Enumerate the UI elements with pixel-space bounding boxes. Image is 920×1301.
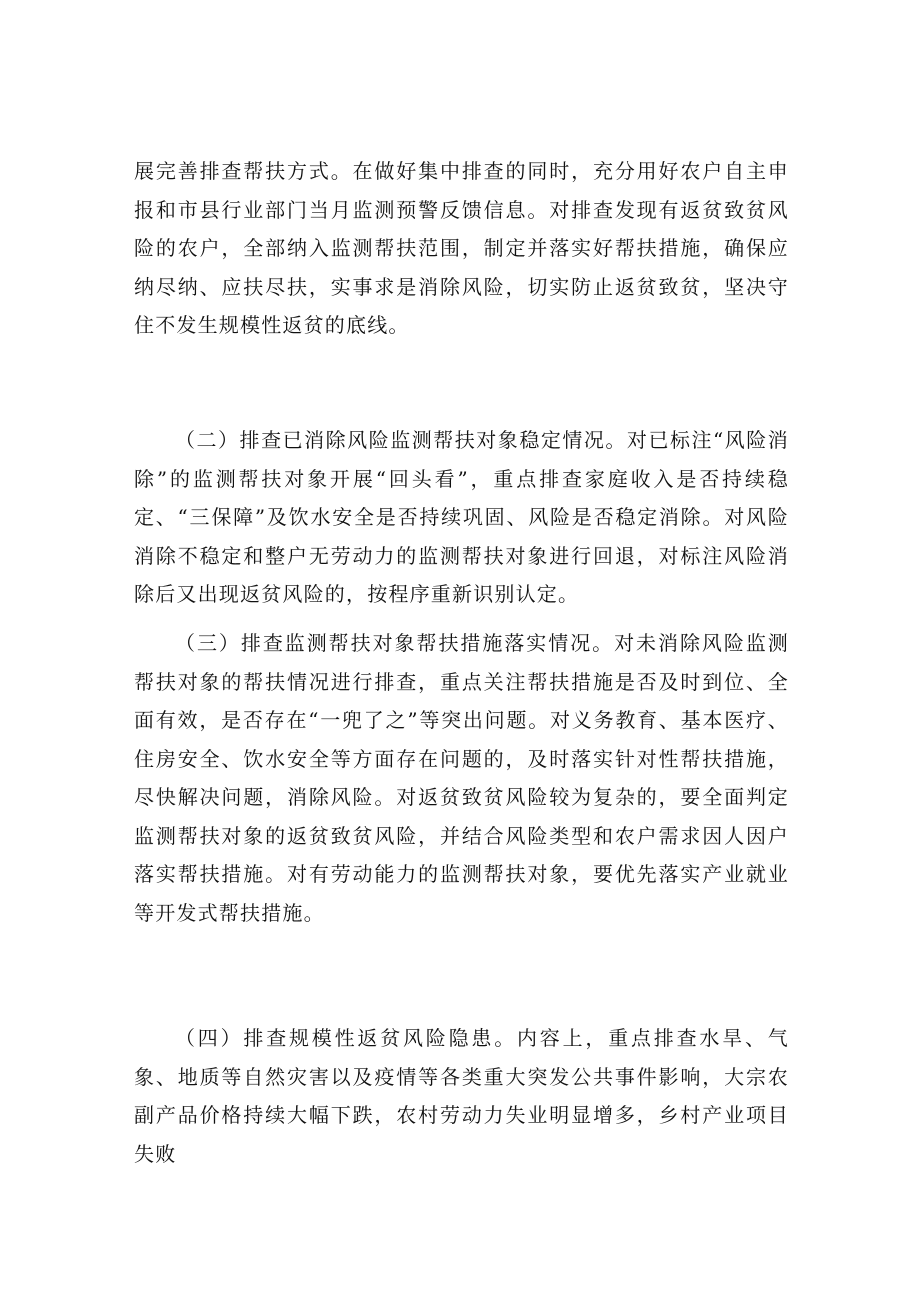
paragraph-section-3: （三）排查监测帮扶对象帮扶措施落实情况。对未消除风险监测帮扶对象的帮扶情况进行排查，重点关注帮扶措施是否及时到位、全面有效，是否存在“一兜了之”等突出问题。对义务教育、基本医疗、住房安全、饮水安全等方面存在问题的，及时落实针对性帮扶措施，尽快解决问题，消除风险。对返贫致贫风险较为复杂的，要全面判定监测帮扶对象的返贫致贫风险，并结合风险类型和农户需求因人因户落实帮扶措施。对有劳动能力的监测帮扶对象，要优先落实产业就业等开发式帮扶措施。	[134, 631, 789, 925]
paragraph-section-2: （二）排查已消除风险监测帮扶对象稳定情况。对已标注“风险消除”的监测帮扶对象开展“回头看”，重点排查家庭收入是否持续稳定、“三保障”及饮水安全是否持续巩固、风险是否稳定消除。对风险消除不稳定和整户无劳动力的监测帮扶对象进行回退，对标注风险消除后又出现返贫风险的，按程序重新识别认定。	[134, 428, 789, 606]
paragraph-continuation: 展完善排查帮扶方式。在做好集中排查的同时，充分用好农户自主申报和市县行业部门当月监测预警反馈信息。对排查发现有返贫致贫风险的农户，全部纳入监测帮扶范围，制定并落实好帮扶措施，确保应纳尽纳、应扶尽扶，实事求是消除风险，切实防止返贫致贫，坚决守住不发生规模性返贫的底线。	[134, 159, 789, 337]
paragraph-section-4: （四）排查规模性返贫风险隐患。内容上，重点排查水旱、气象、地质等自然灾害以及疫情等各类重大突发公共事件影响，大宗农副产品价格持续大幅下跌，农村劳动力失业明显增多，乡村产业项目失败	[134, 1026, 789, 1166]
